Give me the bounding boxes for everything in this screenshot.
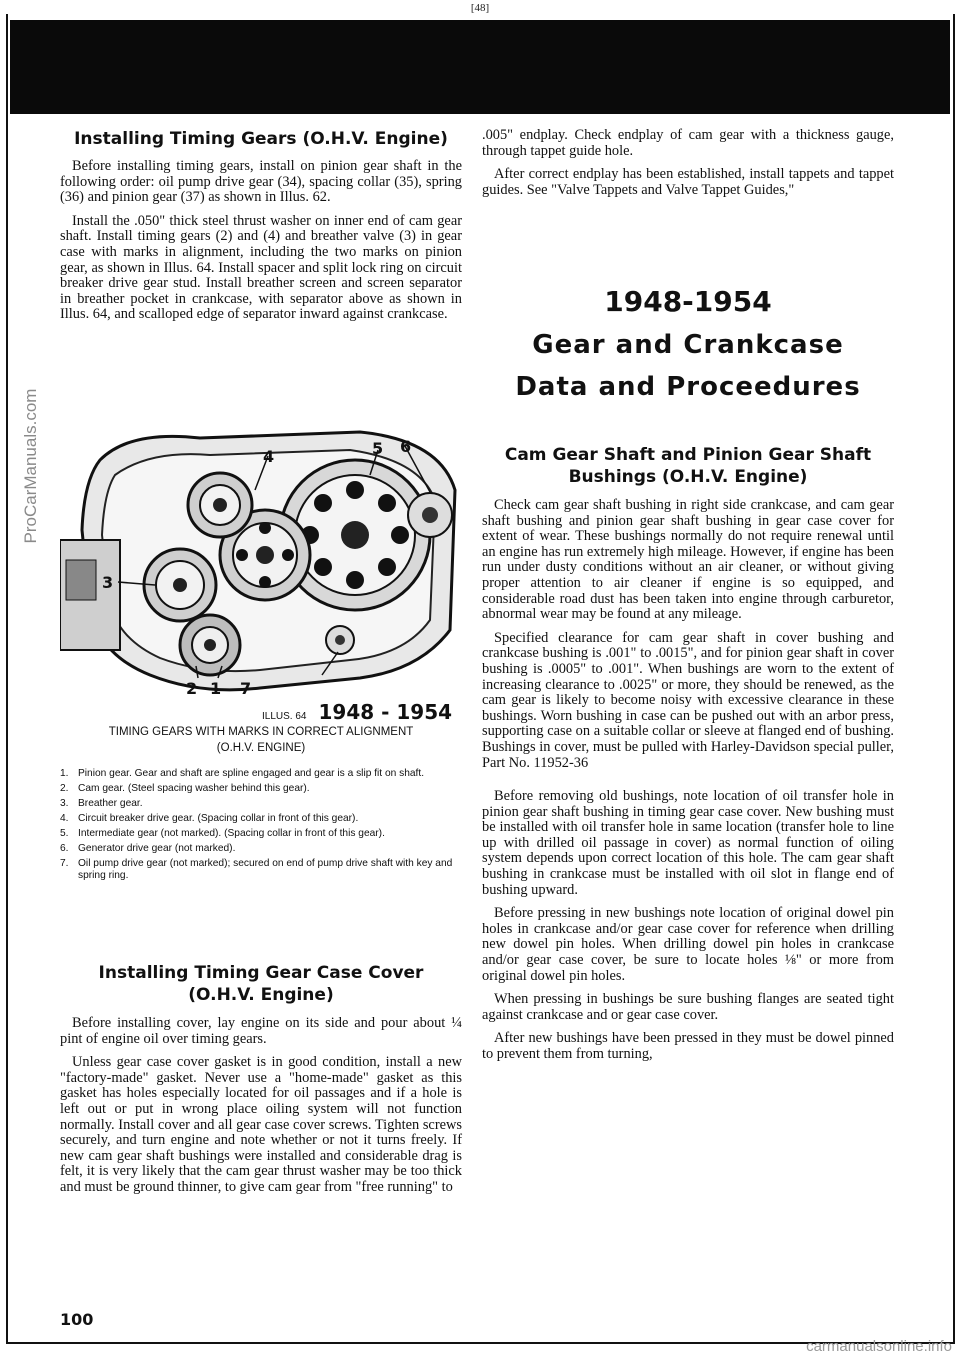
- legend-item: 1. Pinion gear. Gear and shaft are spline engaged and gear is a slip fit on shaft.: [60, 768, 425, 779]
- paragraph: Before pressing in new bushings note location of original dowel pin holes in crankcase and/or gear case cover for reference when drilling new dowel pin holes. When drilling dowel pin holes in crankcase and/or gear case cover, be sure to locate holes ⅛" or more from original dowel pin holes.: [482, 905, 894, 984]
- caption-line: (O.H.V. ENGINE): [216, 742, 306, 754]
- callout-4: 4: [263, 447, 275, 466]
- footer-watermark: carmanualsonline.info: [806, 1338, 952, 1355]
- section-heading: Bushings (O.H.V. Engine): [568, 467, 808, 487]
- paragraph: Before installing cover, lay engine on its side and pour about ¼ pint of engine oil over timing gears.: [60, 1015, 462, 1047]
- page-number: 100: [60, 1310, 94, 1329]
- pinion-gear: [180, 615, 240, 675]
- caption-line: TIMING GEARS WITH MARKS IN CORRECT ALIGNMENT: [108, 726, 414, 738]
- figure-caption-row: [262, 700, 462, 724]
- illus-number: ILLUS. 64: [262, 711, 307, 722]
- side-watermark: ProCarManuals.com: [21, 388, 40, 544]
- paragraph: Before installing timing gears, install on pinion gear shaft in the following order: oil pump drive gear (34), spacing collar (35), spring (36) and pinion gear (37) as shown in Illus. 62.: [60, 158, 462, 206]
- callout-3: 3: [102, 573, 114, 592]
- paragraph: Specified clearance for cam gear shaft in cover bushing and crankcase bushing is .001" to .0015", and for pinion gear shaft in cover bushing is .0005" to .001". When bushings are worn to the extent of increasing clearance to .0025" or more, they should be renewed, as the cam gear is likely to become noisy with excessive clearance in these bushings. Worn bushing in case can be pushed out with an arbor press, supporting case on a suitable collar or sleeve at flanged end of bushing. Bushings in cover, must be pulled with Harley-Davidson special puller, Part No. 11952-36: [482, 629, 894, 771]
- page-border-left: [6, 14, 8, 1344]
- callout-2: 2: [186, 679, 198, 698]
- section-heading: (O.H.V. Engine): [188, 985, 334, 1005]
- oil-pump-gear: [326, 626, 354, 654]
- timing-gears-illustration: [60, 420, 462, 700]
- callout-6: 6: [400, 437, 412, 456]
- section-bushings: [482, 444, 894, 1071]
- legend-item: 4. Circuit breaker drive gear. (Spacing collar in front of this gear).: [60, 813, 359, 824]
- figure-legend: [60, 768, 462, 885]
- page-top-label: [48]: [470, 2, 490, 14]
- callout-1: 1: [210, 679, 222, 698]
- gear-crankcase-title-block: [482, 285, 894, 402]
- section-heading: Installing Timing Gear Case Cover: [98, 963, 424, 983]
- page-border-right: [953, 14, 955, 1344]
- callout-7: 7: [240, 679, 252, 698]
- paragraph: When pressing in bushings be sure bushing flanges are seated tight against crankcase and or gear case cover.: [482, 991, 894, 1023]
- legend-item: 7. Oil pump drive gear (not marked); secured on end of pump drive shaft with key and spring ring.: [60, 858, 453, 881]
- title-line: Gear and Crankcase: [532, 330, 844, 360]
- paragraph: Unless gear case cover gasket is in good condition, install a new "factory-made" gasket. Never use a "home-made" gasket as this gasket has holes especially located for oil passages and if a hole is left out or put in wrong place oiling system will not function normally. Install cover and all gear case cover screws. Tighten screws securely, and turn engine and note whether or not it turns freely. If new cam gear shaft bushings were installed and considerable drag is felt, it is very likely that the cam gear thrust washer may be too thick and must be ground thinner, to give cam gear from "free running" to: [60, 1054, 462, 1195]
- legend-item: 6. Generator drive gear (not marked).: [60, 843, 236, 854]
- header-black-banner: [10, 20, 950, 114]
- paragraph: After new bushings have been pressed in they must be dowel pinned to prevent them from turning,: [482, 1030, 894, 1062]
- circuit-breaker-gear: [188, 473, 252, 537]
- title-line: Data and Proceedures: [515, 372, 861, 402]
- title-years: 1948-1954: [604, 285, 772, 318]
- legend-item: 2. Cam gear. (Steel spacing washer behind this gear).: [60, 783, 310, 794]
- paragraph: .005" endplay. Check endplay of cam gear with a thickness gauge, through tappet guide hole.: [482, 127, 894, 159]
- paragraph: Check cam gear shaft bushing in right side crankcase, and cam gear shaft bushing and pinion gear shaft bushing in gear case cover for extent of wear. These bushings normally do not require renewal until an engine has run extremely high mileage. However, if engine has been run under dusty conditions without an air cleaner, or without giving proper attention to air cleaner if engine is so equipped, and considerable road dust has been taken into engine through carburetor, abnormal wear may be found at any mileage.: [482, 497, 894, 623]
- paragraph: Install the .050" thick steel thrust washer on inner end of cam gear shaft. Install timing gears (2) and (4) and breather valve (3) in gear case with marks in alignment, including the two marks on pinion gear, as shown in Illus. 64. Install spacer and split lock ring on circuit breaker drive gear stud. Install breather screen and screen separator in breather pocket in crankcase, with separator above as shown in Illus. 64, and scalloped edge of separator inward against crankcase.: [60, 212, 462, 323]
- figure-caption-title: [60, 724, 462, 756]
- generator-drive-gear: [408, 493, 452, 537]
- section-heading: Installing Timing Gears (O.H.V. Engine): [74, 129, 448, 149]
- legend-item: 5. Intermediate gear (not marked). (Spacing collar in front of this gear).: [60, 828, 385, 839]
- section-installing-gear-case-cover: [60, 962, 462, 1204]
- illus-years: 1948 - 1954: [318, 700, 453, 724]
- legend-item: 3. Breather gear.: [60, 798, 143, 809]
- paragraph: Before removing old bushings, note location of oil transfer hole in pinion gear shaft bushing in timing gear case cover. New bushing must be installed with oil transfer hole in same location (transfer hole to line up with drilled oil passage in cover) as normal function of oiling system depends upon correct location of this hole. The cam gear shaft bushing in crankcase must be installed with oil slot in flange end of bushing upward.: [482, 788, 894, 898]
- section-installing-timing-gears: [60, 128, 462, 331]
- continuation-text: [482, 128, 894, 206]
- callout-5: 5: [372, 439, 384, 458]
- section-heading: Cam Gear Shaft and Pinion Gear Shaft: [504, 445, 872, 465]
- paragraph: After correct endplay has been established, install tappets and tappet guides. See "Valve Tappets and Valve Tappet Guides,": [482, 166, 894, 198]
